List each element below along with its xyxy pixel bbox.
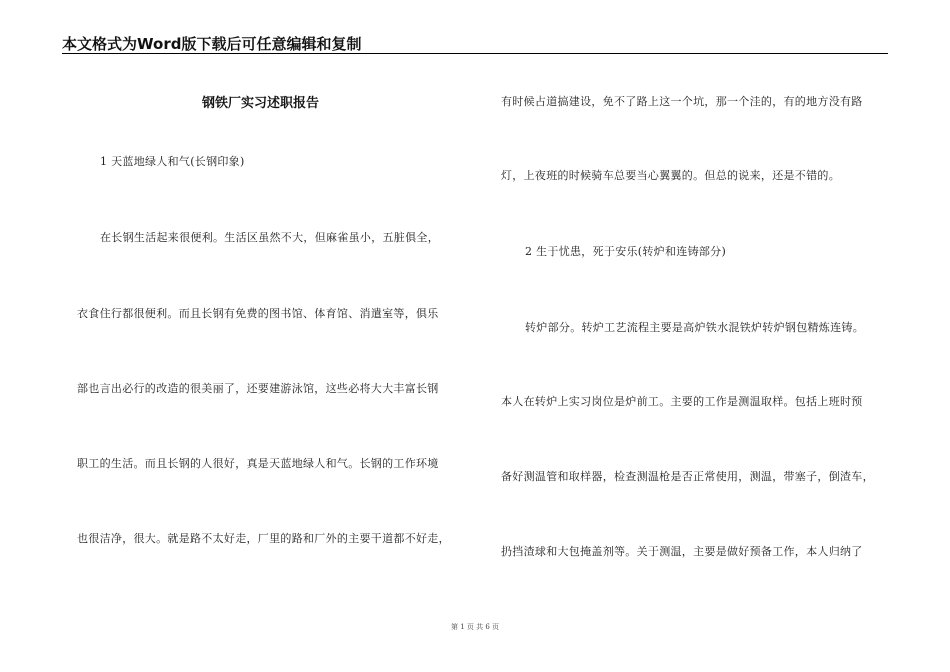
- left-line-3: 衣食住行都很便利。而且长钢有免费的图书馆、体育馆、消遣室等，俱乐: [77, 307, 439, 320]
- right-line-7: 扔挡渣球和大包掩盖剂等。关于测温，主要是做好预备工作，本人归纳了: [501, 545, 863, 558]
- left-line-4: 部也言出必行的改造的很美丽了，还要建游泳馆，这些必将大大丰富长钢: [77, 382, 439, 395]
- left-line-2: 在长钢生活起来很便利。生活区虽然不大，但麻雀虽小，五脏俱全，: [100, 231, 439, 244]
- left-line-6: 也很洁净，很大。就是路不太好走，厂里的路和厂外的主要干道都不好走，: [77, 532, 450, 545]
- right-line-2: 灯，上夜班的时候骑车总要当心翼翼的。但总的说来，还是不错的。: [501, 169, 840, 182]
- document-title: 钢铁厂实习述职报告: [202, 96, 320, 111]
- left-line-5: 职工的生活。而且长钢的人很好，真是天蓝地绿人和气。长钢的工作环境: [77, 457, 439, 470]
- right-line-1: 有时候占道搞建设，免不了路上这一个坑，那一个洼的，有的地方没有路: [501, 95, 863, 108]
- right-line-5: 本人在转炉上实习岗位是炉前工。主要的工作是测温取样。包括上班时预: [501, 395, 863, 408]
- header-text: 本文格式为Word版下载后可任意编辑和复制: [62, 35, 362, 53]
- page-number: 第 1 页 共 6 页: [450, 623, 500, 631]
- left-line-1: 1 天蓝地绿人和气(长钢印象): [100, 155, 245, 168]
- header-divider: [62, 53, 888, 54]
- right-line-6: 备好测温管和取样器，检查测温枪是否正常使用，测温，带塞子，倒渣车，: [501, 470, 874, 483]
- right-line-3: 2 生于忧患，死于安乐(转炉和连铸部分): [525, 245, 727, 258]
- right-line-4: 转炉部分。转炉工艺流程主要是高炉铁水混铁炉转炉钢包精炼连铸。: [525, 321, 864, 334]
